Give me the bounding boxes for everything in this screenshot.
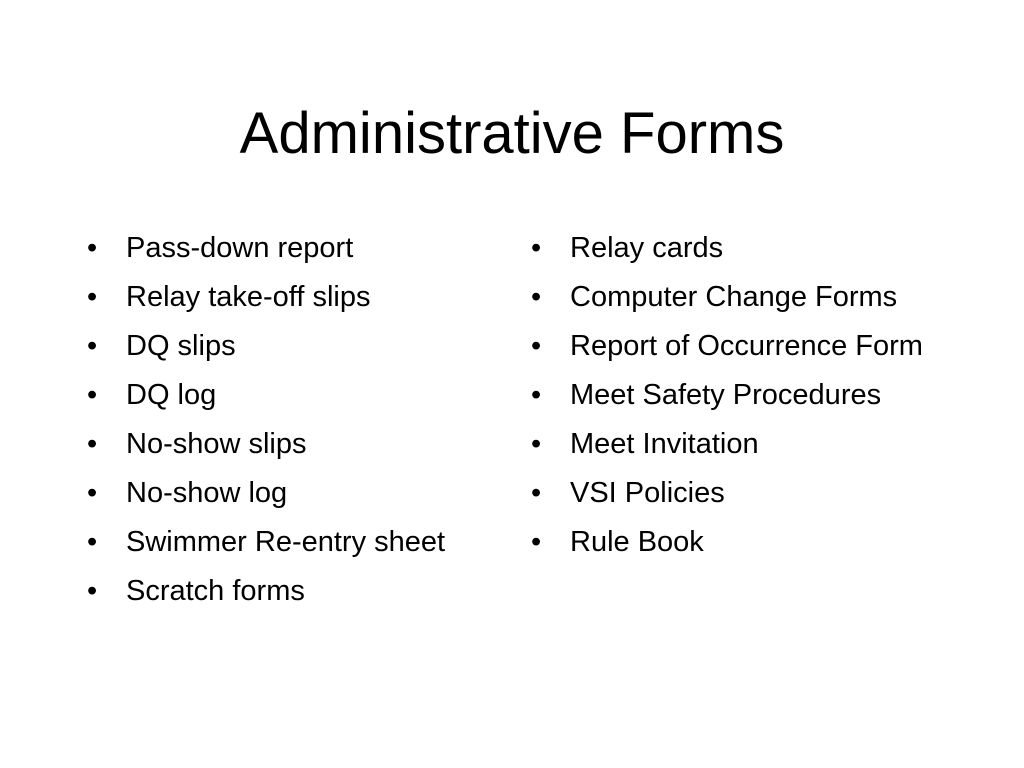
- list-item: [531, 277, 971, 317]
- list-item: [87, 473, 467, 513]
- bullet-icon: •: [87, 379, 98, 411]
- list-item: [87, 424, 467, 464]
- list-item: [87, 571, 467, 611]
- list-item-label: No-show slips: [126, 428, 307, 460]
- bullet-icon: •: [531, 428, 542, 460]
- list-item-label: Computer Change Forms: [570, 281, 898, 313]
- list-item-label: Relay cards: [570, 232, 724, 264]
- bullet-icon: •: [87, 428, 98, 460]
- list-item: [87, 277, 467, 317]
- bullet-icon: •: [531, 379, 542, 411]
- list-item: [531, 326, 971, 366]
- list-item-label: Meet Safety Procedures: [570, 379, 882, 411]
- list-item-label: Pass-down report: [126, 232, 354, 264]
- bullet-icon: •: [87, 232, 98, 264]
- bullet-icon: •: [87, 330, 98, 362]
- list-item: [87, 522, 467, 562]
- list-item-label: Scratch forms: [126, 575, 305, 607]
- list-item-label: Relay take-off slips: [126, 281, 371, 313]
- list-item: [87, 228, 467, 268]
- bullet-icon: •: [87, 526, 98, 558]
- list-item: [531, 228, 971, 268]
- list-item-label: VSI Policies: [570, 477, 725, 509]
- list-item: [87, 375, 467, 415]
- list-item-label: Meet Invitation: [570, 428, 759, 460]
- bullet-icon: •: [87, 477, 98, 509]
- bullet-icon: •: [87, 575, 98, 607]
- list-item-label: No-show log: [126, 477, 288, 509]
- bullet-icon: •: [87, 281, 98, 313]
- slide-title: Administrative Forms: [239, 101, 785, 166]
- list-item-label: DQ slips: [126, 330, 236, 362]
- left-bullet-list: [87, 228, 467, 620]
- list-item-label: DQ log: [126, 379, 217, 411]
- bullet-icon: •: [531, 281, 542, 313]
- list-item-label: Report of Occurrence Form: [570, 330, 923, 362]
- list-item-label: Swimmer Re-entry sheet: [126, 526, 446, 558]
- list-item: [531, 375, 971, 415]
- list-item: [531, 522, 971, 562]
- bullet-icon: •: [531, 477, 542, 509]
- bullet-icon: •: [531, 232, 542, 264]
- right-bullet-list: [531, 228, 971, 571]
- list-item: [531, 473, 971, 513]
- list-item-label: Rule Book: [570, 526, 704, 558]
- bullet-icon: •: [531, 330, 542, 362]
- list-item: [87, 326, 467, 366]
- bullet-icon: •: [531, 526, 542, 558]
- list-item: [531, 424, 971, 464]
